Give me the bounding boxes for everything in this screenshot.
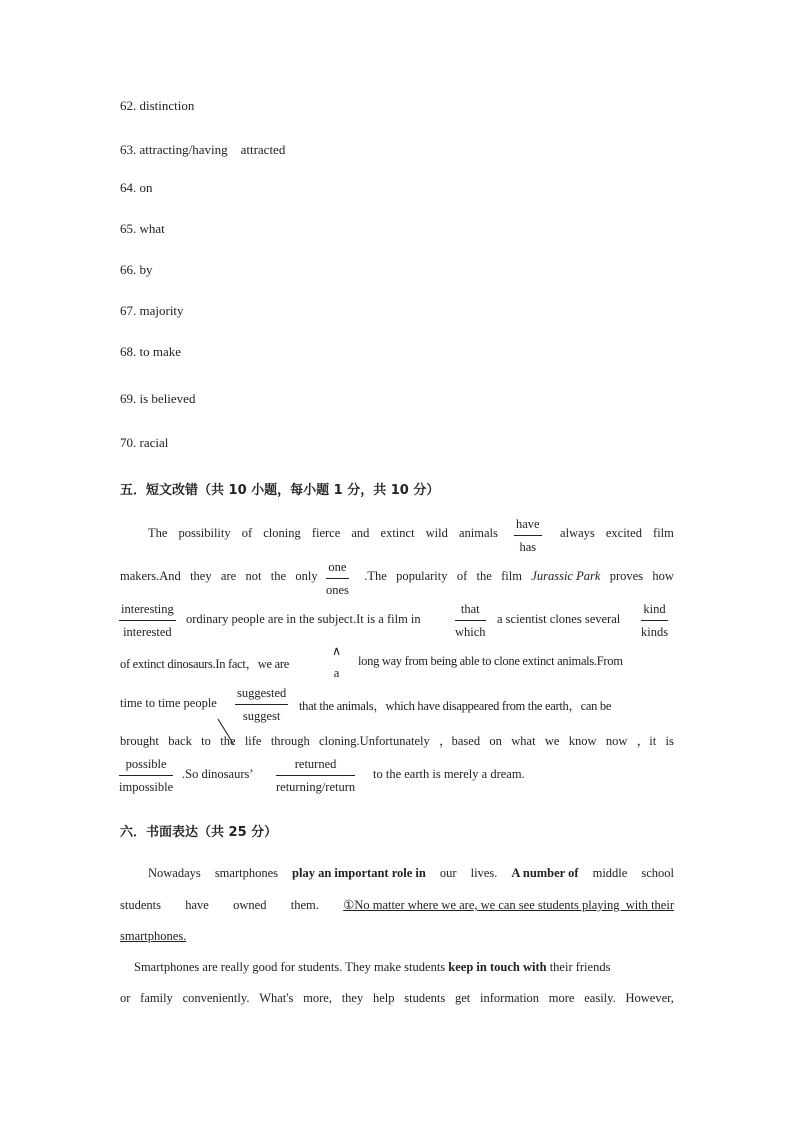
answer-66: 66. by bbox=[120, 262, 153, 277]
word: excited bbox=[605, 526, 642, 540]
correction-line-7a: .So dinosaurs’ bbox=[182, 767, 254, 781]
word: Smartphones are really good for students. They make students bbox=[134, 960, 446, 974]
word: we bbox=[544, 734, 560, 748]
essay-line-4 bbox=[134, 960, 674, 975]
answer-62: 62. distinction bbox=[120, 98, 195, 113]
word: cloning.Unfortunately bbox=[319, 734, 430, 748]
key-phrase: play an important role in bbox=[292, 866, 426, 880]
delete-slash-icon bbox=[216, 717, 238, 747]
word: they bbox=[190, 569, 212, 583]
word: conveniently. bbox=[182, 991, 250, 1005]
word: owned bbox=[233, 898, 267, 912]
correction-fix: suggest bbox=[242, 708, 281, 723]
word: proves bbox=[609, 569, 644, 583]
essay-line-5 bbox=[120, 991, 674, 1006]
correction-line-1 bbox=[120, 526, 674, 541]
word: only bbox=[295, 569, 318, 583]
word: is bbox=[665, 734, 674, 748]
key-phrase: A number of bbox=[511, 866, 579, 880]
correction-possible-impossible bbox=[119, 758, 173, 793]
film-title: Jurassic Park bbox=[531, 569, 601, 583]
word: more bbox=[548, 991, 575, 1005]
word: the bbox=[270, 569, 287, 583]
word: more, bbox=[303, 991, 332, 1005]
word: smartphones bbox=[214, 866, 278, 880]
correction-fix: has bbox=[519, 539, 537, 554]
correction-one-ones bbox=[326, 561, 349, 596]
correction-original: possible bbox=[119, 758, 173, 776]
correction-original: have bbox=[514, 518, 542, 536]
essay-line-1 bbox=[120, 866, 674, 881]
word: cloning bbox=[263, 526, 301, 540]
word: life bbox=[244, 734, 262, 748]
correction-line-5b: that the animals，which have disappeared from the earth，can be bbox=[299, 699, 612, 713]
correction-original: suggested bbox=[235, 687, 288, 705]
word: have bbox=[185, 898, 209, 912]
word: students bbox=[404, 991, 446, 1005]
word: of bbox=[456, 569, 468, 583]
word: on bbox=[489, 734, 502, 748]
word: ，based bbox=[439, 734, 481, 748]
word: know bbox=[568, 734, 597, 748]
correction-original: kind bbox=[641, 603, 668, 621]
essay-line-3 bbox=[120, 929, 674, 944]
word: always bbox=[560, 526, 595, 540]
word: fierce bbox=[311, 526, 341, 540]
correction-fix: interested bbox=[123, 624, 172, 639]
underlined-sentence: ①No matter where we are, we can see students playing with their bbox=[343, 898, 674, 912]
word: through bbox=[270, 734, 310, 748]
insert-caret-icon: ∧ bbox=[332, 644, 342, 658]
word: information bbox=[480, 991, 540, 1005]
word: popularity bbox=[396, 569, 448, 583]
word: their friends bbox=[549, 960, 611, 974]
word: what bbox=[511, 734, 536, 748]
correction-kind-kinds bbox=[641, 603, 668, 638]
correction-line-2 bbox=[120, 569, 674, 584]
correction-fix: which bbox=[455, 624, 486, 639]
answer-68: 68. to make bbox=[120, 344, 182, 359]
word: extinct bbox=[380, 526, 415, 540]
correction-line-6 bbox=[120, 731, 674, 749]
word: ，it bbox=[636, 734, 657, 748]
word: .The bbox=[364, 569, 387, 583]
correction-original: that bbox=[455, 603, 486, 621]
word: our bbox=[439, 866, 457, 880]
word: film bbox=[653, 526, 674, 540]
word: them. bbox=[290, 898, 319, 912]
correction-original: one bbox=[326, 561, 349, 579]
correction-fix: ones bbox=[326, 582, 349, 597]
correction-line-7b: to the earth is merely a dream. bbox=[373, 767, 525, 781]
correction-that-which bbox=[455, 603, 486, 638]
answer-67: 67. majority bbox=[120, 303, 184, 318]
word: help bbox=[372, 991, 395, 1005]
correction-fix: a bbox=[333, 665, 340, 680]
correction-original: returned bbox=[276, 758, 355, 776]
answer-69: 69. is believed bbox=[120, 391, 196, 406]
word: are bbox=[220, 569, 237, 583]
word: to bbox=[201, 734, 211, 748]
correction-line-4a: of extinct dinosaurs.In fact，we are bbox=[120, 657, 289, 671]
word-deleted bbox=[220, 734, 235, 749]
correction-suggested-suggest bbox=[235, 687, 288, 722]
word: get bbox=[455, 991, 471, 1005]
word: how bbox=[652, 569, 674, 583]
section-5-heading: 五．短文改错（共 10 小题，每小题 1 分，共 10 分） bbox=[120, 483, 440, 498]
correction-fix: kinds bbox=[641, 624, 669, 639]
word: brought bbox=[120, 734, 159, 748]
answer-70: 70. racial bbox=[120, 435, 169, 450]
word: However, bbox=[625, 991, 674, 1005]
word: of bbox=[241, 526, 253, 540]
word: Nowadays bbox=[148, 866, 201, 880]
word: and bbox=[351, 526, 370, 540]
correction-fix: impossible bbox=[119, 779, 174, 794]
word: What's bbox=[259, 991, 294, 1005]
correction-interesting-interested bbox=[119, 603, 176, 638]
word: or bbox=[120, 991, 131, 1005]
word: film bbox=[501, 569, 522, 583]
correction-returned-returning bbox=[276, 758, 355, 793]
correction-insert-a bbox=[332, 645, 341, 679]
word: they bbox=[341, 991, 364, 1005]
correction-original: interesting bbox=[119, 603, 176, 621]
word: makers.And bbox=[120, 569, 181, 583]
word: not bbox=[245, 569, 262, 583]
correction-line-3b: a scientist clones several bbox=[497, 612, 621, 626]
answer-63: 63. attracting/having attracted bbox=[120, 142, 286, 157]
word: lives. bbox=[470, 866, 498, 880]
word: easily. bbox=[584, 991, 616, 1005]
word: school bbox=[641, 866, 674, 880]
correction-line-4b: long way from being able to clone extinct animals.From bbox=[358, 654, 623, 668]
correction-have-has bbox=[514, 518, 542, 553]
word: animals bbox=[458, 526, 498, 540]
correction-fix: returning/return bbox=[276, 779, 356, 794]
word: students bbox=[120, 898, 161, 912]
word: The bbox=[148, 526, 168, 540]
word: middle bbox=[592, 866, 628, 880]
section-6-heading: 六．书面表达（共 25 分） bbox=[120, 825, 278, 840]
correction-line-5a: time to time people bbox=[120, 696, 217, 710]
correction-line-3a: ordinary people are in the subject.It is a film in bbox=[186, 612, 421, 626]
word: the bbox=[476, 569, 492, 583]
answer-65: 65. what bbox=[120, 221, 165, 236]
underlined-sentence: smartphones. bbox=[120, 929, 187, 943]
word: wild bbox=[425, 526, 448, 540]
word: family bbox=[140, 991, 173, 1005]
essay-line-2 bbox=[120, 897, 674, 913]
word: possibility bbox=[178, 526, 231, 540]
answer-64: 64. on bbox=[120, 180, 153, 195]
word: now bbox=[605, 734, 628, 748]
word: the bbox=[220, 734, 236, 748]
key-phrase: keep in touch with bbox=[448, 960, 547, 974]
word: back bbox=[168, 734, 192, 748]
